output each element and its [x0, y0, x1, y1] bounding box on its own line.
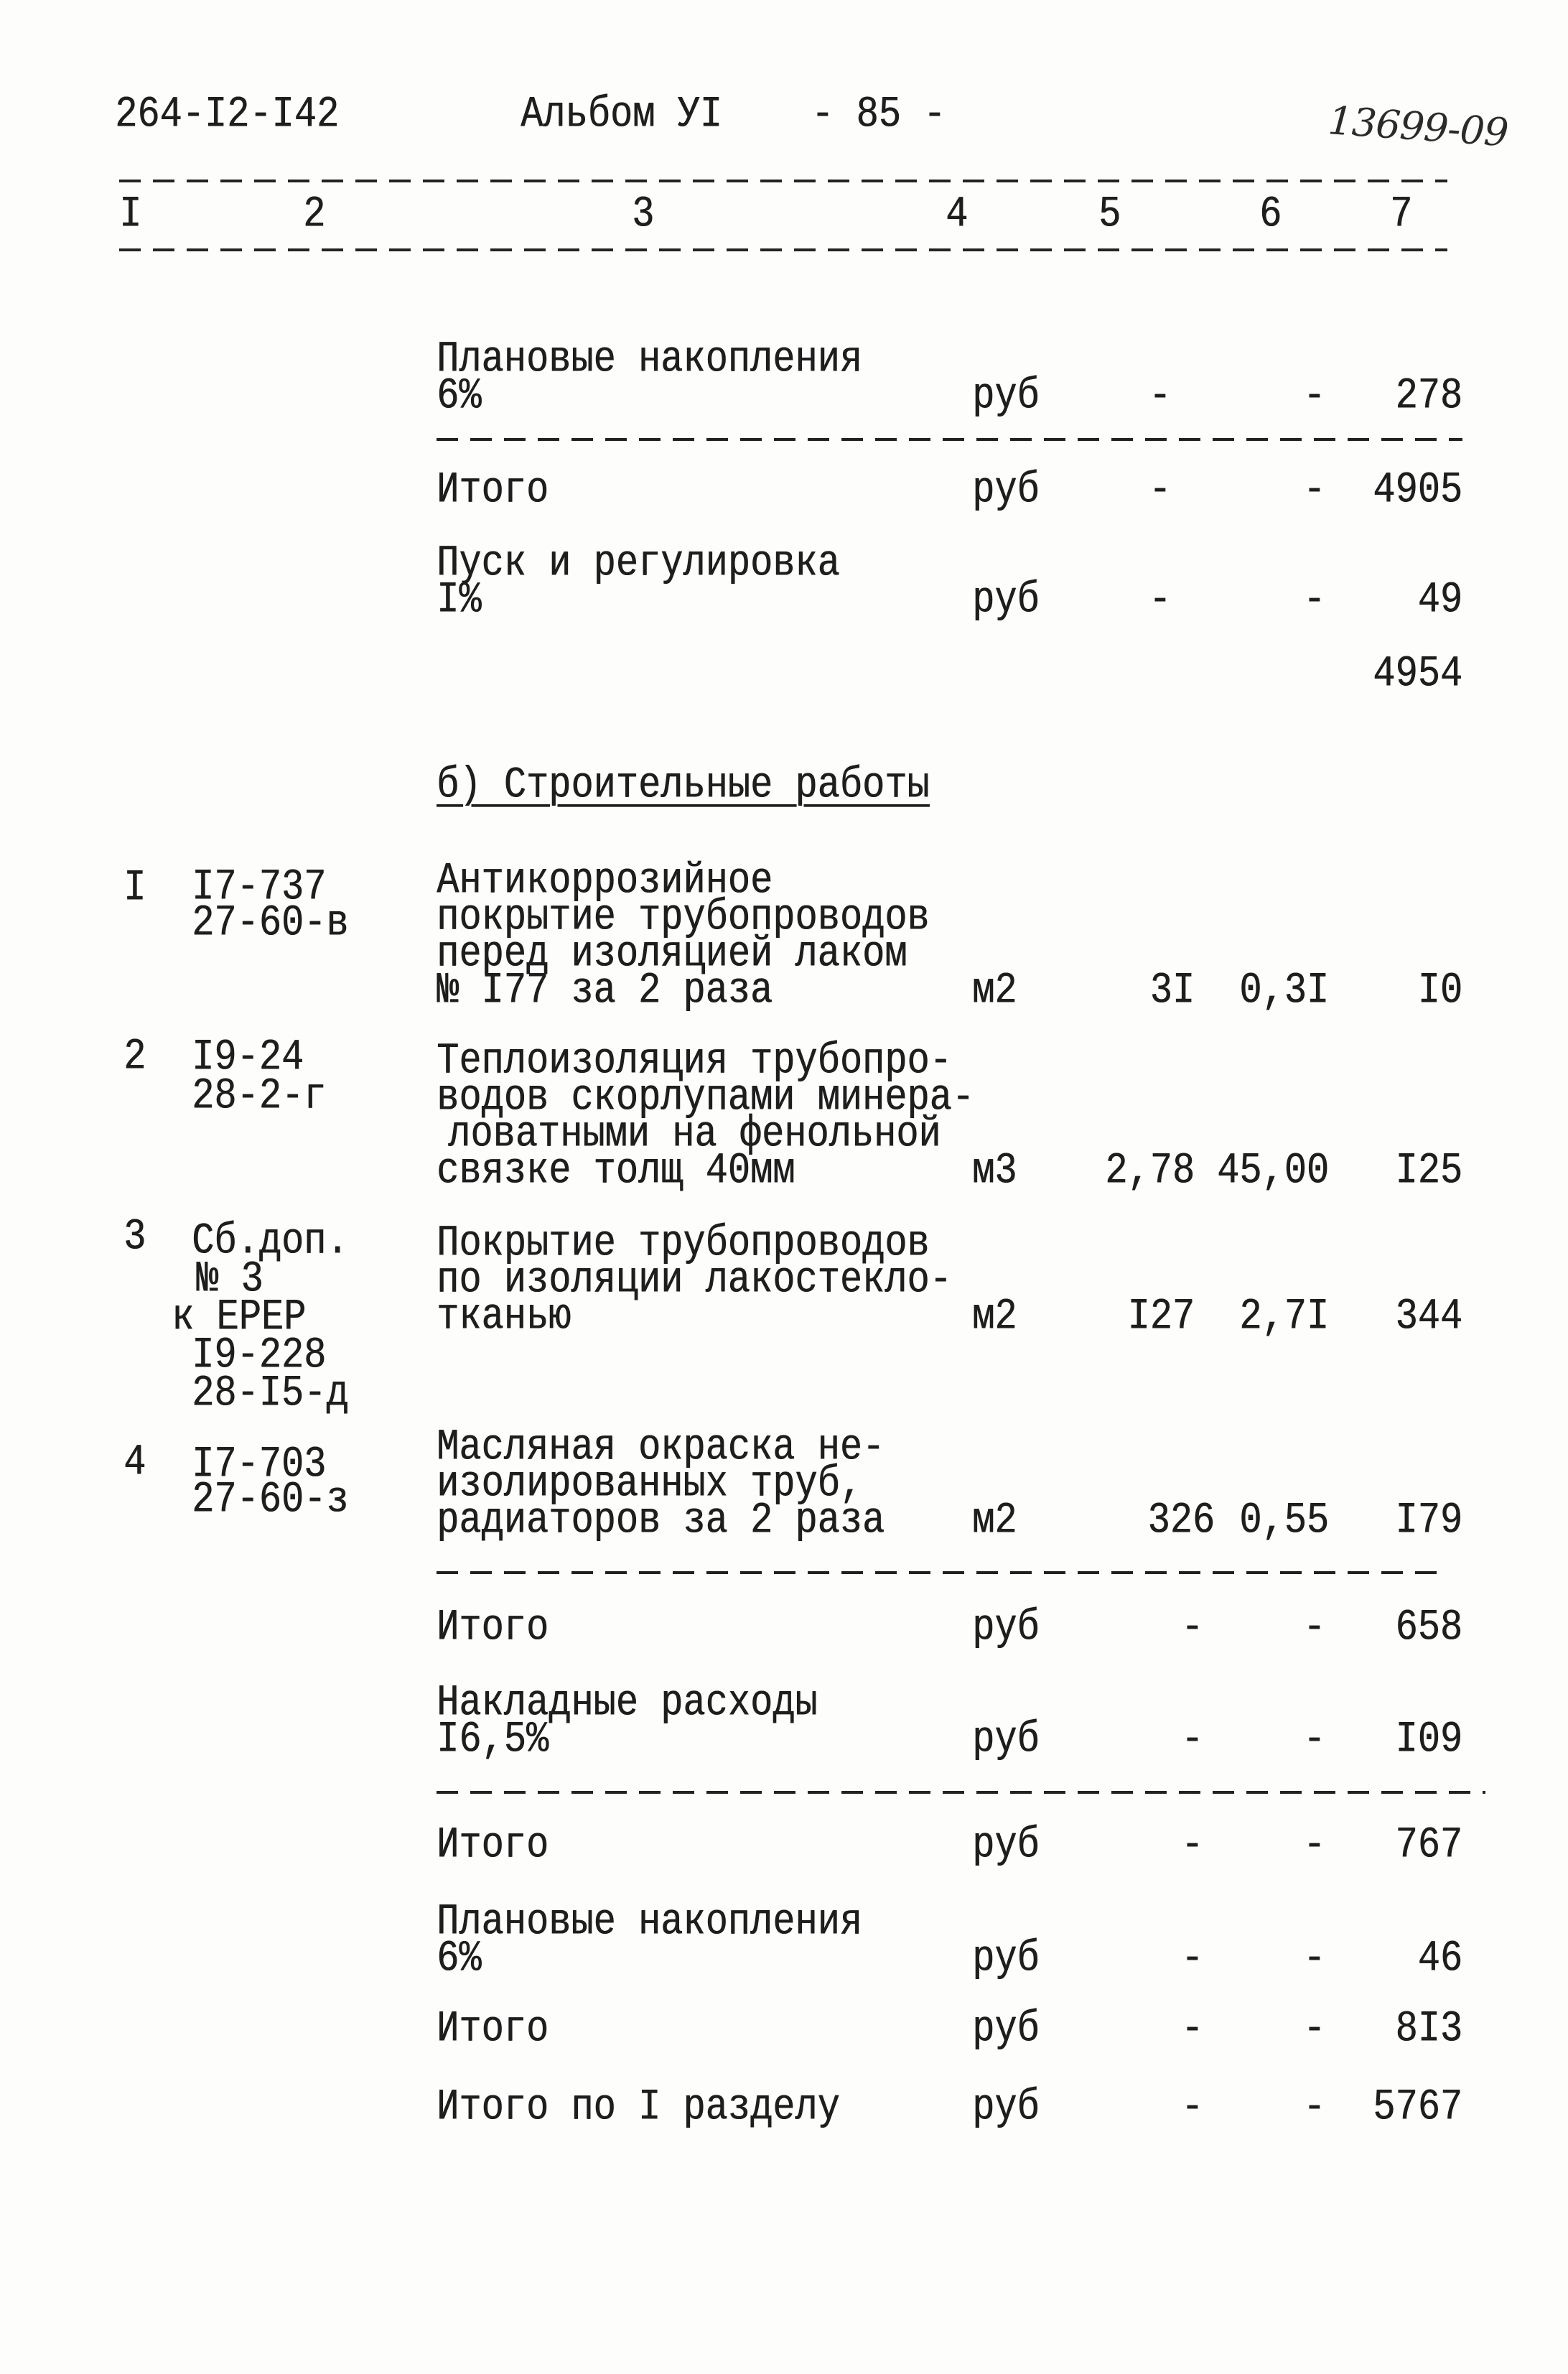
- unit-price: -: [1303, 2082, 1326, 2133]
- column-header: 2: [303, 189, 326, 240]
- quantity: -: [1149, 465, 1172, 516]
- item-number: 3: [123, 1211, 146, 1262]
- quantity: -: [1181, 2003, 1204, 2054]
- item-code: [192, 1032, 327, 1122]
- total: 278: [1395, 371, 1462, 422]
- description-line: Плановые накопления: [437, 1896, 862, 1947]
- total: 5767: [1373, 2082, 1462, 2133]
- item-description: [437, 1422, 885, 1546]
- unit-price: -: [1303, 2003, 1326, 2054]
- quantity: -: [1149, 574, 1172, 625]
- description-line: тканью: [437, 1291, 571, 1342]
- unit: руб: [972, 1933, 1040, 1984]
- row-description: [437, 2003, 549, 2054]
- description-line: ловатными на фенольной: [448, 1109, 941, 1160]
- row-description: [437, 465, 549, 516]
- row-description: [437, 2082, 840, 2133]
- unit: руб: [972, 371, 1040, 422]
- description-line: I6,5%: [437, 1714, 549, 1765]
- description-line: № I77 за 2 раза: [437, 965, 773, 1016]
- description-line: Теплоизоляция трубопро-: [437, 1035, 952, 1086]
- item-code: [172, 1216, 349, 1419]
- unit: руб: [972, 1714, 1040, 1765]
- code-line: 27-60-в: [192, 898, 349, 949]
- column-header: 7: [1390, 189, 1413, 240]
- quantity: 326: [1147, 1495, 1215, 1546]
- code-line: I9-24: [192, 1032, 304, 1083]
- row-description: [437, 1677, 818, 1765]
- code-line: № 3: [196, 1254, 263, 1305]
- code-line: I9-228: [192, 1330, 327, 1381]
- total: 658: [1395, 1602, 1462, 1653]
- unit: руб: [972, 465, 1040, 516]
- total: 8I3: [1395, 2003, 1462, 2054]
- description-line: I%: [437, 574, 482, 625]
- total: 49: [1417, 574, 1462, 625]
- column-header: 5: [1098, 189, 1121, 240]
- column-header: I: [119, 189, 142, 240]
- unit-price: -: [1303, 371, 1326, 422]
- total: I09: [1395, 1714, 1462, 1765]
- section-rule: [437, 1571, 1447, 1574]
- row-description: [437, 1602, 549, 1653]
- description-line: Покрытие трубопроводов: [437, 1218, 930, 1269]
- section-rule: [437, 1791, 1485, 1794]
- quantity: I27: [1127, 1291, 1195, 1342]
- description-line: водов скорлупами минера-: [437, 1072, 974, 1123]
- code-line: I7-703: [192, 1439, 327, 1490]
- description-line: Масляная окраска не-: [437, 1422, 885, 1473]
- total: 344: [1395, 1291, 1462, 1342]
- description-line: перед изоляцией лаком: [437, 928, 907, 979]
- total: I79: [1395, 1495, 1462, 1546]
- quantity: 2,78: [1105, 1145, 1195, 1196]
- row-description: [437, 334, 862, 422]
- description-line: Плановые накопления: [437, 334, 862, 385]
- unit-price: 2,7I: [1239, 1291, 1329, 1342]
- description-line: Итого: [437, 1820, 549, 1871]
- item-description: [437, 855, 930, 1016]
- code-line: 27-60-з: [192, 1474, 349, 1525]
- unit-price: -: [1303, 1933, 1326, 1984]
- row-description: [437, 1896, 862, 1984]
- column-header: 3: [632, 189, 655, 240]
- description-line: Итого по I разделу: [437, 2082, 840, 2133]
- description-line: по изоляции лакостекло-: [437, 1255, 952, 1305]
- item-number: 4: [123, 1437, 146, 1488]
- section-rule: [437, 438, 1462, 441]
- unit: руб: [972, 1602, 1040, 1653]
- total: I25: [1395, 1145, 1462, 1196]
- unit-price: -: [1303, 574, 1326, 625]
- unit: м2: [972, 965, 1017, 1016]
- total: 4905: [1373, 465, 1462, 516]
- unit: м2: [972, 1495, 1017, 1546]
- unit-price: -: [1303, 1820, 1326, 1871]
- description-line: покрытие трубопроводов: [437, 892, 930, 943]
- unit: руб: [972, 1820, 1040, 1871]
- quantity: 3I: [1149, 965, 1195, 1016]
- description-line: Накладные расходы: [437, 1677, 818, 1728]
- unit-price: 0,55: [1239, 1495, 1329, 1546]
- item-description: [437, 1218, 952, 1342]
- description-line: радиаторов за 2 раза: [437, 1495, 885, 1546]
- item-number: 2: [123, 1031, 146, 1082]
- header-rule-top: [119, 180, 1447, 182]
- total: 46: [1417, 1933, 1462, 1984]
- total: 767: [1395, 1820, 1462, 1871]
- code-line: Сб.доп.: [192, 1216, 349, 1267]
- album-label: Альбом УI: [521, 89, 722, 140]
- unit-price: 0,3I: [1239, 965, 1329, 1016]
- quantity: -: [1181, 2082, 1204, 2133]
- row-description: [437, 1820, 549, 1871]
- description-line: связке толщ 40мм: [437, 1145, 795, 1196]
- item-code: [192, 1439, 349, 1525]
- description-line: Пуск и регулировка: [437, 538, 840, 589]
- column-header: 4: [946, 189, 969, 240]
- description-line: Итого: [437, 465, 549, 516]
- unit: руб: [972, 2082, 1040, 2133]
- unit: руб: [972, 2003, 1040, 2054]
- item-number: I: [123, 862, 146, 913]
- unit-price: 45,00: [1216, 1145, 1329, 1196]
- unit: м2: [972, 1291, 1017, 1342]
- quantity: -: [1181, 1602, 1204, 1653]
- document-code: 264-I2-I42: [115, 89, 340, 140]
- description-line: Антикоррозийное: [437, 855, 773, 906]
- code-line: I7-737: [192, 862, 327, 913]
- description-line: Итого: [437, 1602, 549, 1653]
- unit-price: -: [1303, 1714, 1326, 1765]
- row-description: [437, 538, 840, 625]
- unit-price: -: [1303, 465, 1326, 516]
- unit: м3: [972, 1145, 1017, 1196]
- quantity: -: [1149, 371, 1172, 422]
- code-line: 28-2-г: [192, 1071, 327, 1122]
- quantity: -: [1181, 1820, 1204, 1871]
- quantity: -: [1181, 1714, 1204, 1765]
- header-rule-bottom: [119, 248, 1447, 251]
- handwritten-number: 13699-09: [1326, 98, 1510, 156]
- total: I0: [1417, 965, 1462, 1016]
- code-line: 28-I5-д: [192, 1368, 349, 1419]
- unit-price: -: [1303, 1602, 1326, 1653]
- description-line: 6%: [437, 1933, 482, 1984]
- section-heading: б) Строительные работы: [437, 760, 930, 811]
- code-line: к ЕРЕР: [172, 1292, 307, 1343]
- description-line: Итого: [437, 2003, 549, 2054]
- description-line: 6%: [437, 371, 482, 422]
- column-header: 6: [1259, 189, 1282, 240]
- item-code: [192, 862, 349, 949]
- quantity: -: [1181, 1933, 1204, 1984]
- unit: руб: [972, 574, 1040, 625]
- page-number: - 85 -: [811, 89, 946, 140]
- description-line: изолированных труб,: [437, 1458, 862, 1509]
- subtotal-value: 4954: [1373, 648, 1462, 699]
- item-description: [437, 1035, 974, 1196]
